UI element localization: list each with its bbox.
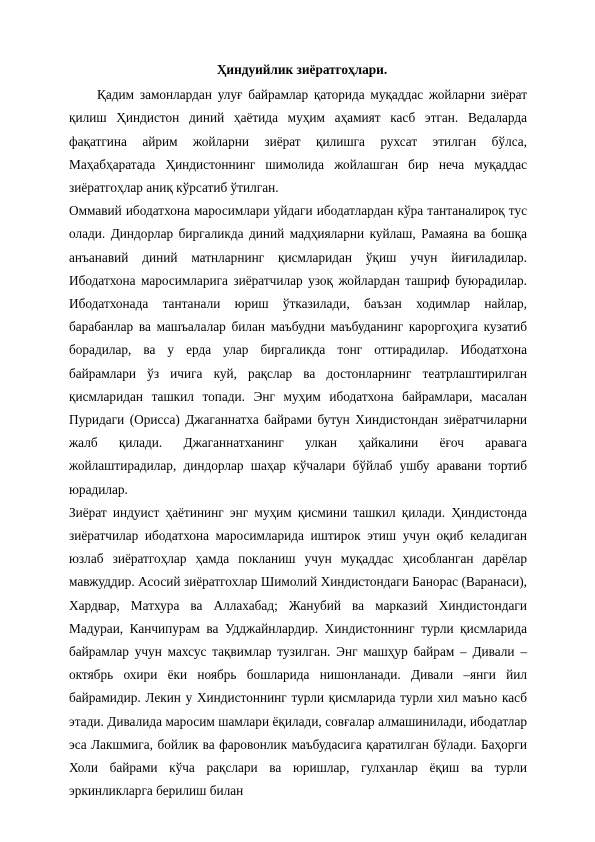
paragraph-2: Оммавий ибодатхона маросимлари уйдаги ибодатлардан кўра тантаналироқ тус олади. Диндорлар биргаликда диний мадҳияларни куйлаш, Рамаяна ва бошқа анъанавий диний матнларнинг қисмларидан ўқиш учун йиғиладилар. Ибодатхона маросимларига зиёратчилар узоқ жойлардан ташриф буюрадилар. Ибодатхонада тантанали юриш ўтказилади, баъзан ходимлар найлар, барабанлар ва машъалалар билан маъбудни маъбуданинг кароргоҳига кузатиб борадилар, ва у ерда улар биргаликда тонг оттирадилар. Ибодатхона байрамлари ўз ичига куй, рақслар ва достонларнинг театрлаштирилган қисмларидан ташкил топади. Энг муҳим ибодатхона байрамлари, масалан Пуридаги (Орисса) Джаганнатха байрами бутун Хиндистондан зиёратчиларни жалб қилади. Джаганнатханинг улкан ҳайкалини ёғоч аравага жойлаштирадилар, диндорлар шаҳар кўчалари бўйлаб ушбу аравани тортиб юрадилар. — [69, 203, 527, 497]
paragraph-3: Зиёрат индуист ҳаётининг энг муҳим қисмини ташкил қилади. Ҳиндистонда зиёратчилар ибодатхона маросимларида иштирок этиш учун оқиб келадиган юзлаб зиёратгоҳлар ҳамда покланиш учун муқаддас ҳисобланган дарёлар мавжуддир. Асосий зиёратгохлар Шимолий Хиндистондаги Банорас (Варанаси), Хардвар, Матхура ва Аллахабад; Жанубий ва марказий Хиндистондаги Мадураи, Канчипурам ва Удджайнлардир. Хиндистоннинг турли қисмларида байрамлар учун махсус тақвимлар тузилган. Энг машҳур байрам – Дивали – октябрь охири ёки ноябрь бошларида нишонланади. Дивали –янги йил байрамидир. Лекин у Хиндистоннинг турли қисмларида турли хил маъно касб этади. Дивалида маросим шамлари ёқилади, совғалар алмашинилади, ибодатлар эса Лакшмига, бойлик ва фаровонлик маъбудасига қаратилган бўлади. Баҳорги Холи байрами кўча рақслари ва юришлар, гулханлар ёқиш ва турли эркинликларга берилиш билан — [69, 504, 527, 799]
paragraph-1: Қадим замонлардан улуғ байрамлар қаторида муқаддас жойларни зиёрат қилиш Ҳиндистон диний ҳаётида муҳим аҳамият касб этган. Ведаларда фақатгина айрим жойларни зиёрат қилишга рухсат этилган бўлса, Маҳабҳаратада Ҳиндистоннинг шимолида жойлашган бир неча муқаддас зиёратгоҳлар аниқ кўрсатиб ўтилган. — [69, 87, 527, 196]
document-body — [69, 58, 527, 803]
document-title: Ҳиндуийлик зиёратгоҳлари. — [216, 62, 388, 77]
